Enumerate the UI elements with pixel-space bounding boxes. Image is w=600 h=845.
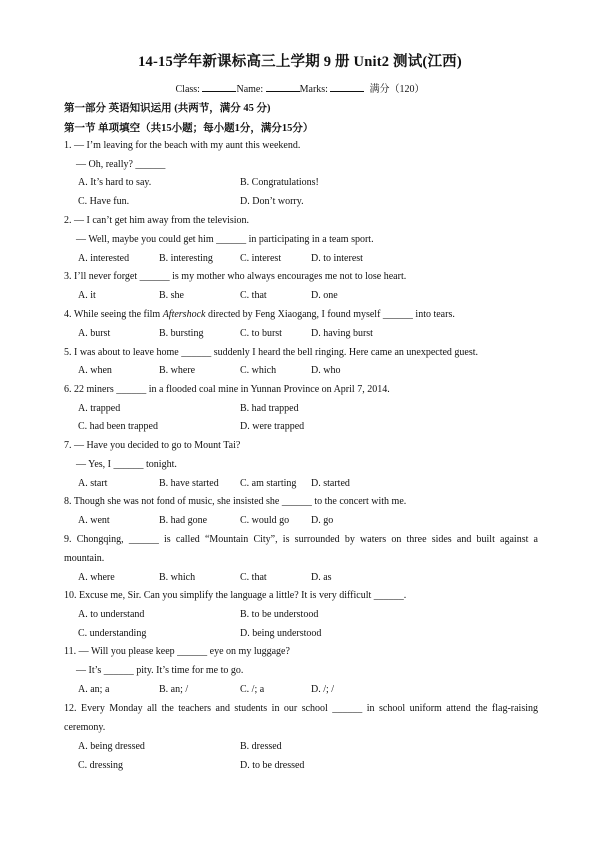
question-7-option-d: D. started xyxy=(311,478,350,489)
question-8-option-d: D. go xyxy=(311,515,334,526)
question-5-option-a: A. when xyxy=(78,365,112,376)
student-info-line xyxy=(0,80,600,95)
question-7-response: — Yes, I ______ tonight. xyxy=(76,459,177,470)
marks-label: Marks: xyxy=(299,84,328,95)
class-blank xyxy=(202,82,236,92)
question-12-option-a: A. being dressed xyxy=(78,741,145,752)
question-10-stem: 10. Excuse me, Sir. Can you simplify the language a little? It is very difficult ______. xyxy=(64,590,407,601)
question-10-option-a: A. to understand xyxy=(78,609,145,620)
question-12-option-c: C. dressing xyxy=(78,760,123,771)
question-9-stem: 9. Chongqing, ______ is called “Mountain City”, is surrounded by waters on three sides and built against a xyxy=(64,534,538,545)
question-12-option-b: B. dressed xyxy=(240,741,282,752)
question-5-option-c: C. which xyxy=(240,365,277,376)
film-title: Aftershock xyxy=(162,309,206,320)
question-11-option-a: A. an; a xyxy=(78,684,110,695)
question-9-option-d: D. as xyxy=(311,572,332,583)
question-9-option-c: C. that xyxy=(240,572,267,583)
question-3-stem: 3. I’ll never forget ______ is my mother who always encourages me not to lose heart. xyxy=(64,271,407,282)
question-5-stem: 5. I was about to leave home ______ suddenly I heard the bell ringing. Here came an unexpected guest. xyxy=(64,347,479,358)
question-1-response: — Oh, really? ______ xyxy=(76,159,166,170)
part-heading: 第一部分 英语知识运用 (共两节，满分 45 分) xyxy=(64,103,271,114)
question-1-option-d: D. Don’t worry. xyxy=(240,196,304,207)
question-5-option-d: D. who xyxy=(311,365,341,376)
question-7-option-a: A. start xyxy=(78,478,108,489)
question-11-option-c: C. /; a xyxy=(240,684,265,695)
question-12-option-d: D. to be dressed xyxy=(240,760,305,771)
question-12-stem: 12. Every Monday all the teachers and students in our school ______ in school uniform attend the flag-raising xyxy=(64,703,538,714)
question-2-option-a: A. interested xyxy=(78,253,130,264)
question-2-option-d: D. to interest xyxy=(311,253,363,264)
question-4-option-d: D. having burst xyxy=(311,328,373,339)
question-4-option-c: C. to burst xyxy=(240,328,282,339)
section-heading: 第一节 单项填空（共15小题；每小题1分，满分15分） xyxy=(64,123,314,134)
question-1-option-b: B. Congratulations! xyxy=(240,177,319,188)
question-11-option-b: B. an; / xyxy=(159,684,189,695)
question-10-option-c: C. understanding xyxy=(78,628,147,639)
question-4-stem-end: directed by Feng Xiaogang, I found myself ______ into tears. xyxy=(205,309,455,320)
question-7-option-b: B. have started xyxy=(159,478,219,489)
question-9-option-a: A. where xyxy=(78,572,115,583)
question-4-stem-start: 4. While seeing the film xyxy=(64,309,163,320)
question-3-option-d: D. one xyxy=(311,290,338,301)
question-4-stem xyxy=(64,309,455,320)
question-11-option-d: D. /; / xyxy=(311,684,335,695)
full-score: 满分（120） xyxy=(369,84,425,95)
question-7-stem: 7. — Have you decided to go to Mount Tai? xyxy=(64,440,241,451)
name-blank xyxy=(266,82,300,92)
question-1-option-c: C. Have fun. xyxy=(78,196,130,207)
question-6-option-b: B. had trapped xyxy=(240,403,299,414)
question-11-stem: 11. — Will you please keep ______ eye on my luggage? xyxy=(64,646,290,657)
question-7-option-c: C. am starting xyxy=(240,478,297,489)
marks-blank xyxy=(330,82,364,92)
page-title: 14-15学年新课标高三上学期 9 册 Unit2 测试(江西) xyxy=(138,54,462,70)
question-3-option-b: B. she xyxy=(159,290,184,301)
question-4-option-b: B. bursting xyxy=(159,328,204,339)
question-3-option-c: C. that xyxy=(240,290,267,301)
question-6-option-a: A. trapped xyxy=(78,403,121,414)
question-9-option-b: B. which xyxy=(159,572,196,583)
question-8-option-c: C. would go xyxy=(240,515,290,526)
question-2-stem: 2. — I can’t get him away from the television. xyxy=(64,215,250,226)
question-8-stem: 8. Though she was not fond of music, she insisted she ______ to the concert with me. xyxy=(64,496,407,507)
question-4-option-a: A. burst xyxy=(78,328,111,339)
question-12-stem-cont: ceremony. xyxy=(64,722,106,733)
question-9-stem-cont: mountain. xyxy=(64,553,105,564)
class-label: Class: xyxy=(175,84,200,95)
question-5-option-b: B. where xyxy=(159,365,196,376)
question-11-response: — It’s ______ pity. It’s time for me to go. xyxy=(76,665,244,676)
question-2-response: — Well, maybe you could get him ______ in participating in a team sport. xyxy=(76,234,374,245)
question-2-option-c: C. interest xyxy=(240,253,282,264)
question-10-option-b: B. to be understood xyxy=(240,609,319,620)
name-label: Name: xyxy=(236,84,264,95)
question-8-option-b: B. had gone xyxy=(159,515,208,526)
question-1-stem: 1. — I’m leaving for the beach with my aunt this weekend. xyxy=(64,140,301,151)
question-8-option-a: A. went xyxy=(78,515,110,526)
question-3-option-a: A. it xyxy=(78,290,96,301)
question-2-option-b: B. interesting xyxy=(159,253,213,264)
question-6-stem: 6. 22 miners ______ in a flooded coal mine in Yunnan Province on April 7, 2014. xyxy=(64,384,390,395)
question-6-option-d: D. were trapped xyxy=(240,421,305,432)
question-10-option-d: D. being understood xyxy=(240,628,322,639)
question-1-option-a: A. It’s hard to say. xyxy=(78,177,152,188)
question-6-option-c: C. had been trapped xyxy=(78,421,158,432)
